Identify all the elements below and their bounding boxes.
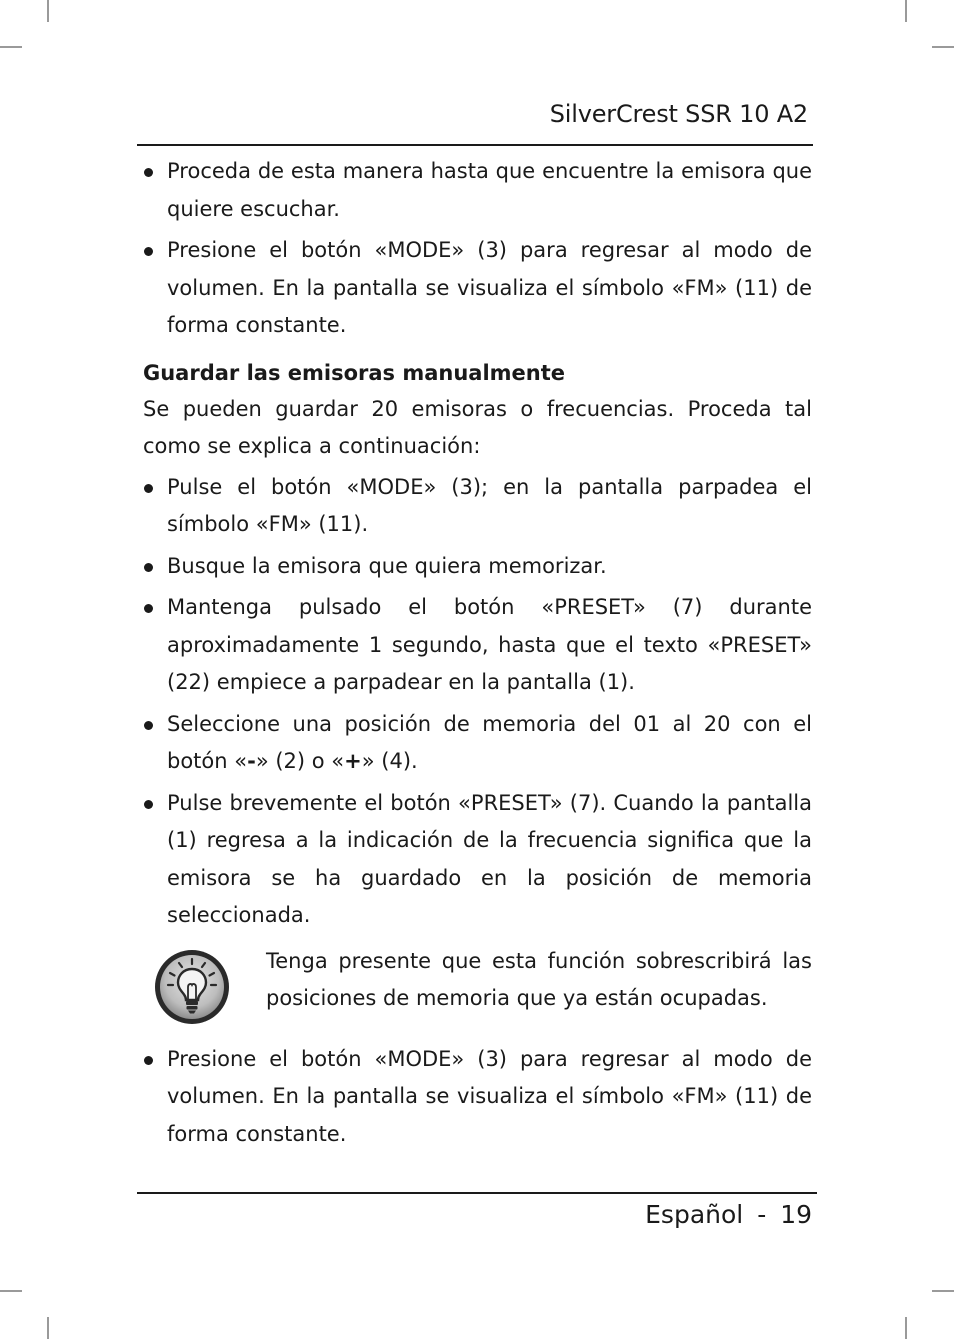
list-item: Pulse el botón «MODE» (3); en la pantalla parpadea el símbolo «FM» (11). <box>143 469 812 544</box>
intro-paragraph: Se pueden guardar 20 emisoras o frecuencias. Proceda tal como se explica a continuación: <box>143 396 812 458</box>
minus-symbol: - <box>247 749 256 773</box>
footer-separator: - <box>757 1200 767 1229</box>
bullet-list-2 <box>143 469 812 935</box>
crop-mark-bottom-right-h <box>932 1290 954 1292</box>
crop-mark-bottom-left <box>47 1317 49 1339</box>
list-item: Presione el botón «MODE» (3) para regresar al modo de volumen. En la pantalla se visualiza el símbolo «FM» (11) de forma constante. <box>143 232 812 345</box>
crop-mark-bottom-left-h <box>0 1290 22 1292</box>
section-heading: Guardar las emisoras manualmente <box>143 360 566 385</box>
note-box <box>143 943 812 1027</box>
crop-mark-top-left-h <box>0 46 22 48</box>
crop-mark-top-left <box>47 0 49 22</box>
footer-language: Español <box>645 1200 744 1229</box>
bullet-list-3 <box>143 1041 812 1154</box>
footer-rule <box>137 1192 817 1194</box>
select-text-c: » (4). <box>361 749 418 773</box>
select-text-b: » (2) o « <box>255 749 345 773</box>
page-number: 19 <box>780 1200 812 1229</box>
crop-mark-top-right <box>905 0 907 22</box>
list-item: Busque la emisora que quiera memorizar. <box>143 548 812 586</box>
crop-mark-top-right-h <box>932 46 954 48</box>
list-item: Proceda de esta manera hasta que encuentre la emisora que quiere escuchar. <box>143 153 812 228</box>
header-rule <box>137 144 813 146</box>
note-text: Tenga presente que esta función sobrescribirá las posiciones de memoria que ya están ocupadas. <box>266 948 812 1010</box>
bullet-list-1 <box>143 153 812 345</box>
page-header-title: SilverCrest SSR 10 A2 <box>549 100 808 128</box>
lightbulb-icon <box>152 947 232 1027</box>
crop-mark-bottom-right <box>905 1317 907 1339</box>
select-text-a: Seleccione una posición de memoria del 01 al 20 con el botón « <box>167 711 812 773</box>
list-item: Presione el botón «MODE» (3) para regresar al modo de volumen. En la pantalla se visualiza el símbolo «FM» (11) de forma constante. <box>143 1041 812 1154</box>
page-footer <box>645 1200 812 1229</box>
list-item: Mantenga pulsado el botón «PRESET» (7) durante aproximadamente 1 segundo, hasta que el texto «PRESET» (22) empiece a parpadear en la pantalla (1). <box>143 589 812 702</box>
plus-symbol: + <box>344 749 362 773</box>
list-item-select-position <box>143 706 812 781</box>
page-content <box>143 153 812 1157</box>
list-item: Pulse brevemente el botón «PRESET» (7). Cuando la pantalla (1) regresa a la indicación de la frecuencia significa que la emisora se ha guardado en la posición de memoria seleccionada. <box>143 785 812 935</box>
